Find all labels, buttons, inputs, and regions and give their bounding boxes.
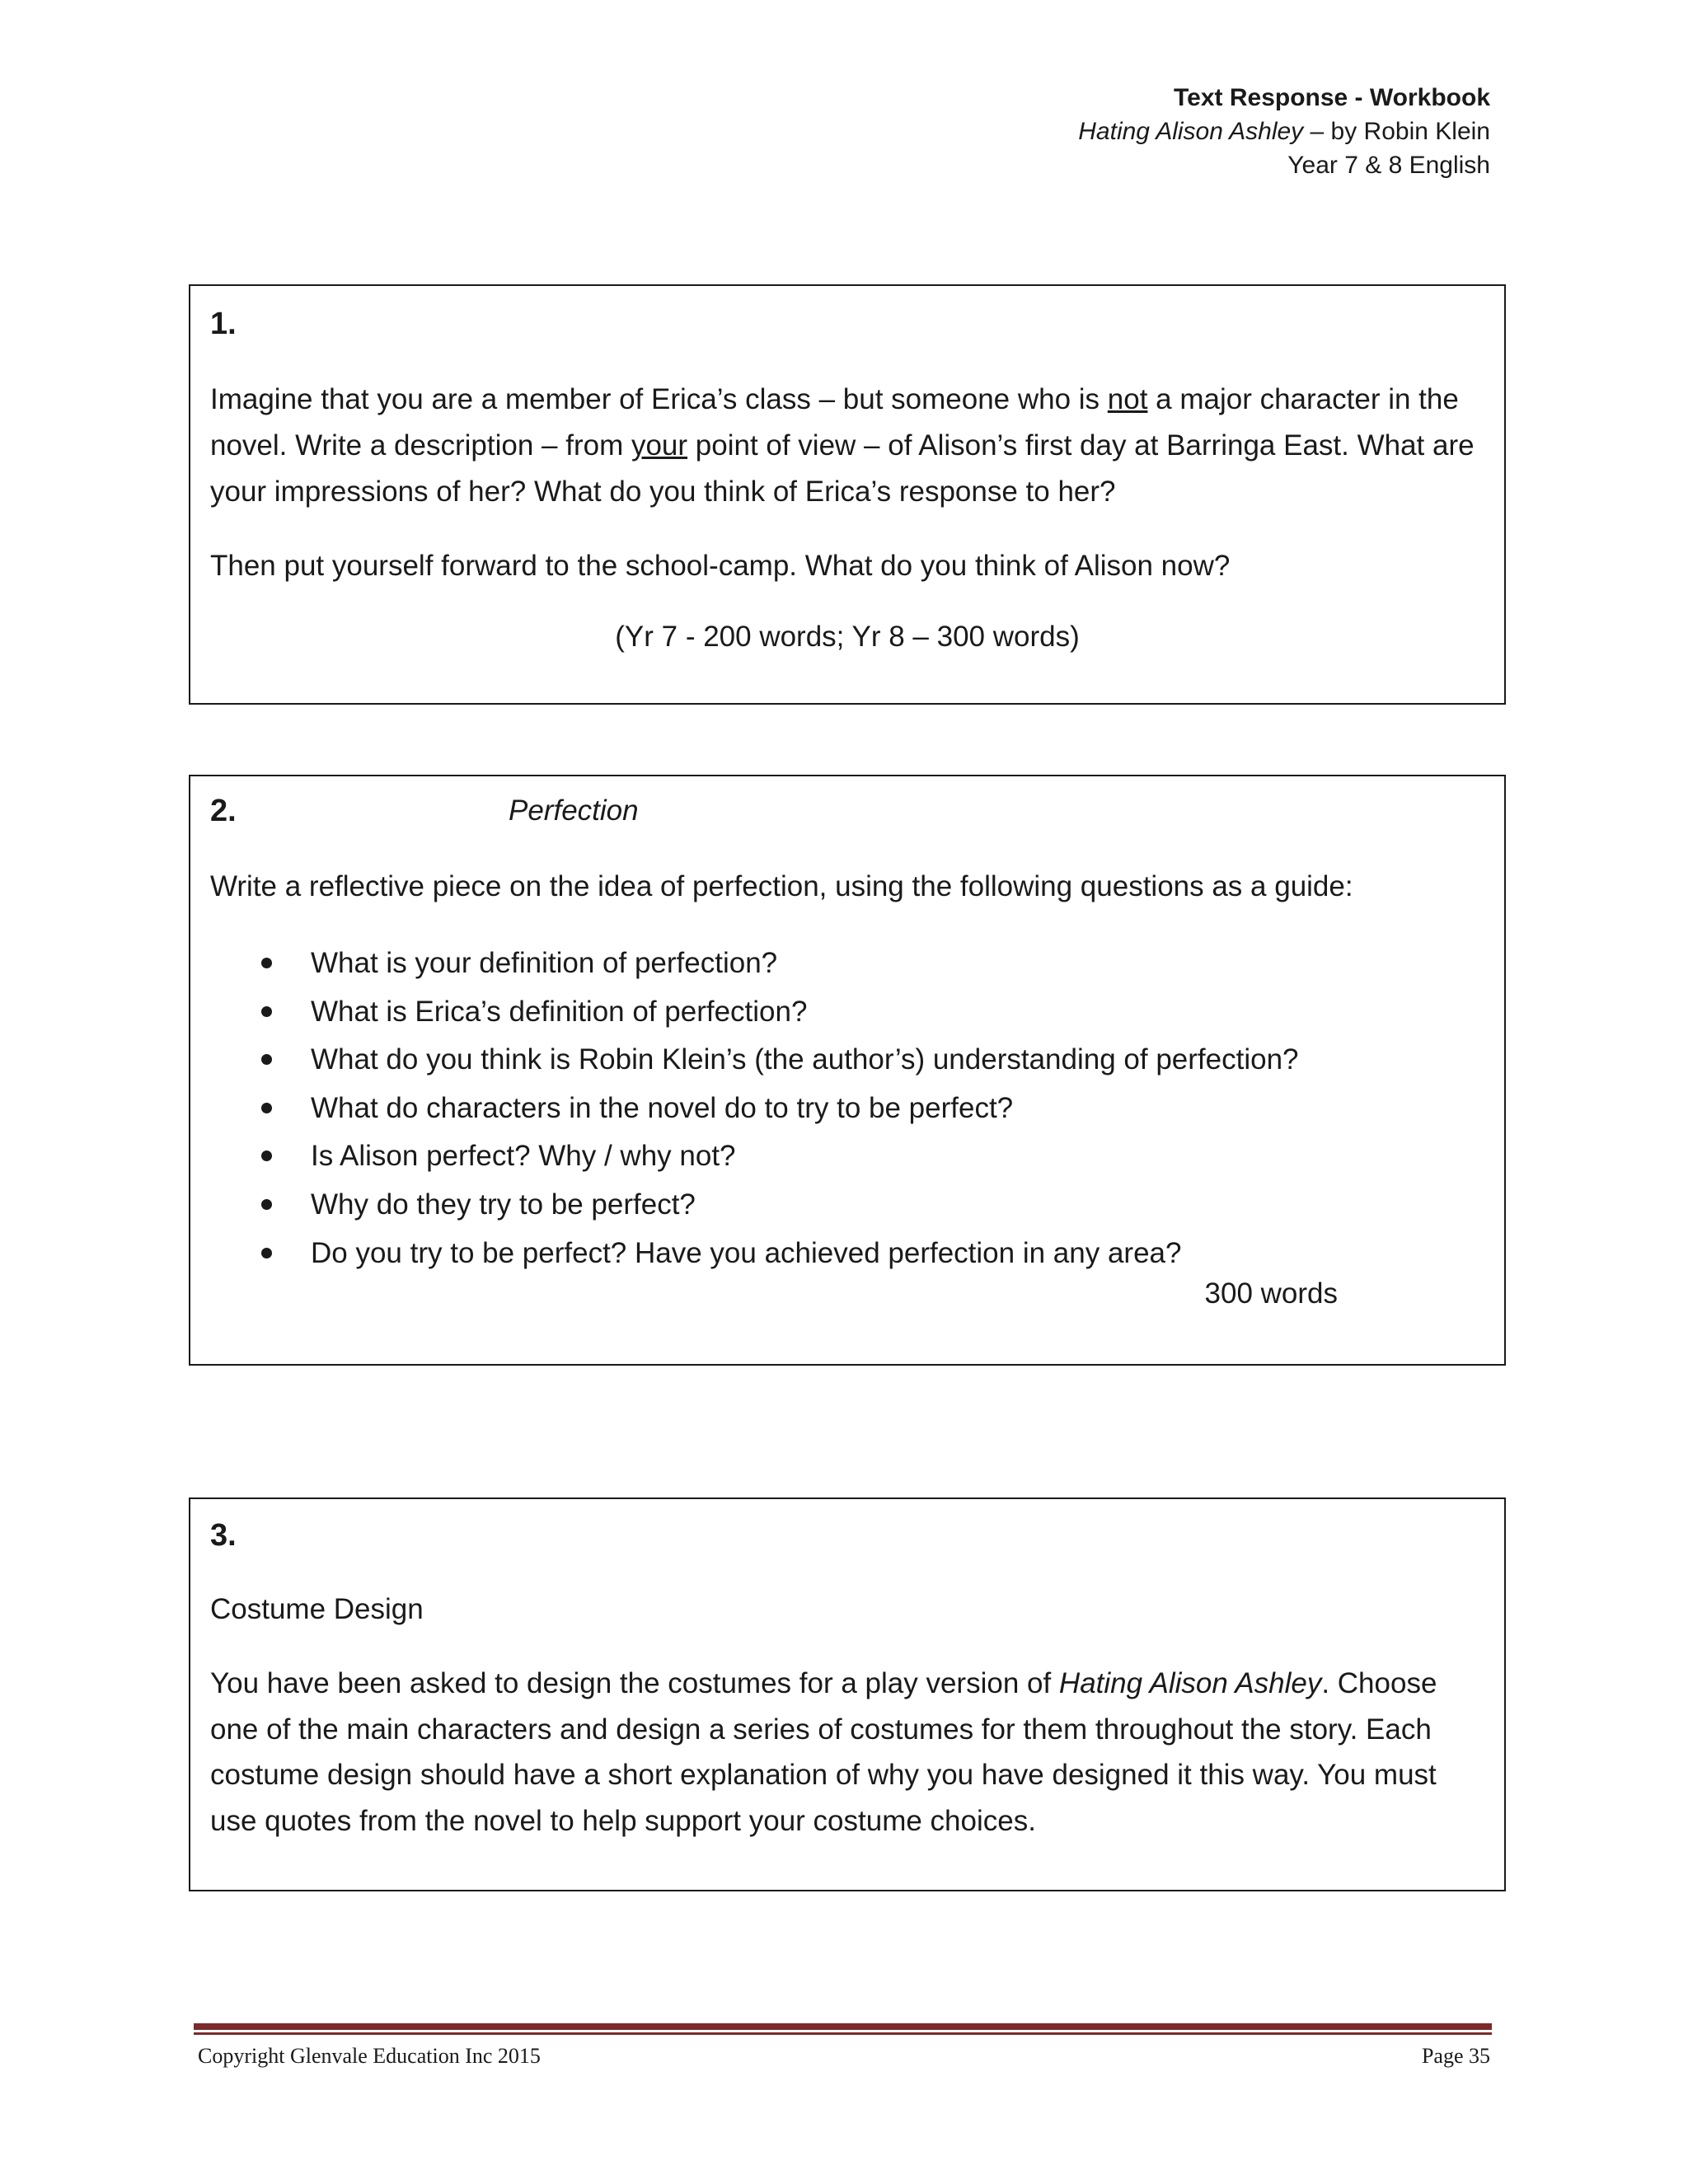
- task-2-intro: Write a reflective piece on the idea of perfection, using the following questions as a guide:: [210, 870, 1353, 902]
- year-level: Year 7 & 8 English: [1287, 152, 1490, 179]
- task-1-box: [189, 284, 1506, 705]
- task-1-underlined-not: not: [1107, 383, 1148, 415]
- task-2-question-list: [190, 940, 1488, 1277]
- task-1-word-count: (Yr 7 - 200 words; Yr 8 – 300 words): [615, 621, 1080, 653]
- list-item: [190, 988, 1488, 1037]
- task-1-prompt-part-c: point of view – of Alison’s first day at Barringa East. What are your impressions of her? What do you think of Erica’s response to her?: [210, 429, 1475, 508]
- task-1-prompt-part-a: Imagine that you are a member of Erica’s class – but someone who is: [210, 383, 1108, 415]
- list-item: [190, 1036, 1488, 1085]
- list-item-text: Why do they try to be perfect?: [311, 1188, 696, 1221]
- task-3-title: Costume Design: [210, 1593, 424, 1625]
- bullet-icon: [261, 1006, 272, 1017]
- bullet-icon: [261, 958, 272, 968]
- task-3-prompt: [210, 1661, 1488, 1844]
- task-1-number: 1.: [210, 307, 237, 341]
- task-2-word-count: 300 words: [1204, 1277, 1338, 1310]
- list-item-text: What is your definition of perfection?: [311, 947, 778, 979]
- list-item-text: What do characters in the novel do to try to be perfect?: [311, 1091, 1014, 1124]
- book-author: – by Robin Klein: [1303, 118, 1490, 145]
- footer-copyright: Copyright Glenvale Education Inc 2015: [198, 2044, 541, 2068]
- task-1-prompt: [210, 377, 1488, 515]
- task-3-prompt-part-a: You have been asked to design the costumes for a play version of: [210, 1667, 1059, 1699]
- book-title: Hating Alison Ashley: [1078, 118, 1304, 145]
- workbook-title: Text Response - Workbook: [1174, 84, 1490, 111]
- list-item: [190, 940, 1488, 988]
- list-item: [190, 1230, 1488, 1278]
- task-3-book-title: Hating Alison Ashley: [1058, 1667, 1322, 1699]
- task-3-box: [189, 1497, 1506, 1891]
- list-item-text: What do you think is Robin Klein’s (the author’s) understanding of perfection?: [311, 1043, 1299, 1076]
- task-2-number: 2.: [210, 794, 237, 828]
- list-item-text: Do you try to be perfect? Have you achieved perfection in any area?: [311, 1236, 1182, 1269]
- list-item-text: What is Erica’s definition of perfection?: [311, 995, 808, 1028]
- task-1-underlined-your: your: [631, 429, 688, 462]
- task-3-prompt-part-b: . Choose one of the main characters and design a series of costumes for them throughout the story. Each costume design should have a short explanation of why you have designed it this way. You must use quotes from the novel to help support your costume choices.: [210, 1667, 1437, 1837]
- bullet-icon: [261, 1151, 272, 1161]
- footer-page-number: Page 35: [1421, 2044, 1490, 2068]
- task-1-followup: Then put yourself forward to the school-camp. What do you think of Alison now?: [210, 550, 1231, 582]
- book-byline: [1078, 115, 1490, 148]
- list-item-text: Is Alison perfect? Why / why not?: [311, 1140, 736, 1173]
- list-item: [190, 1181, 1488, 1230]
- footer-divider-thick: [194, 2023, 1492, 2030]
- task-3-number: 3.: [210, 1518, 237, 1553]
- list-item: [190, 1085, 1488, 1133]
- bullet-icon: [261, 1199, 272, 1210]
- task-2-title: Perfection: [509, 794, 639, 827]
- bullet-icon: [261, 1103, 272, 1113]
- list-item: [190, 1132, 1488, 1181]
- bullet-icon: [261, 1054, 272, 1065]
- page-header: [1078, 81, 1490, 182]
- bullet-icon: [261, 1248, 272, 1258]
- task-1-prompt-part-b: a major character in the novel. Write a description – from: [210, 383, 1459, 462]
- task-2-box: [189, 775, 1506, 1366]
- footer-divider-thin: [194, 2032, 1492, 2035]
